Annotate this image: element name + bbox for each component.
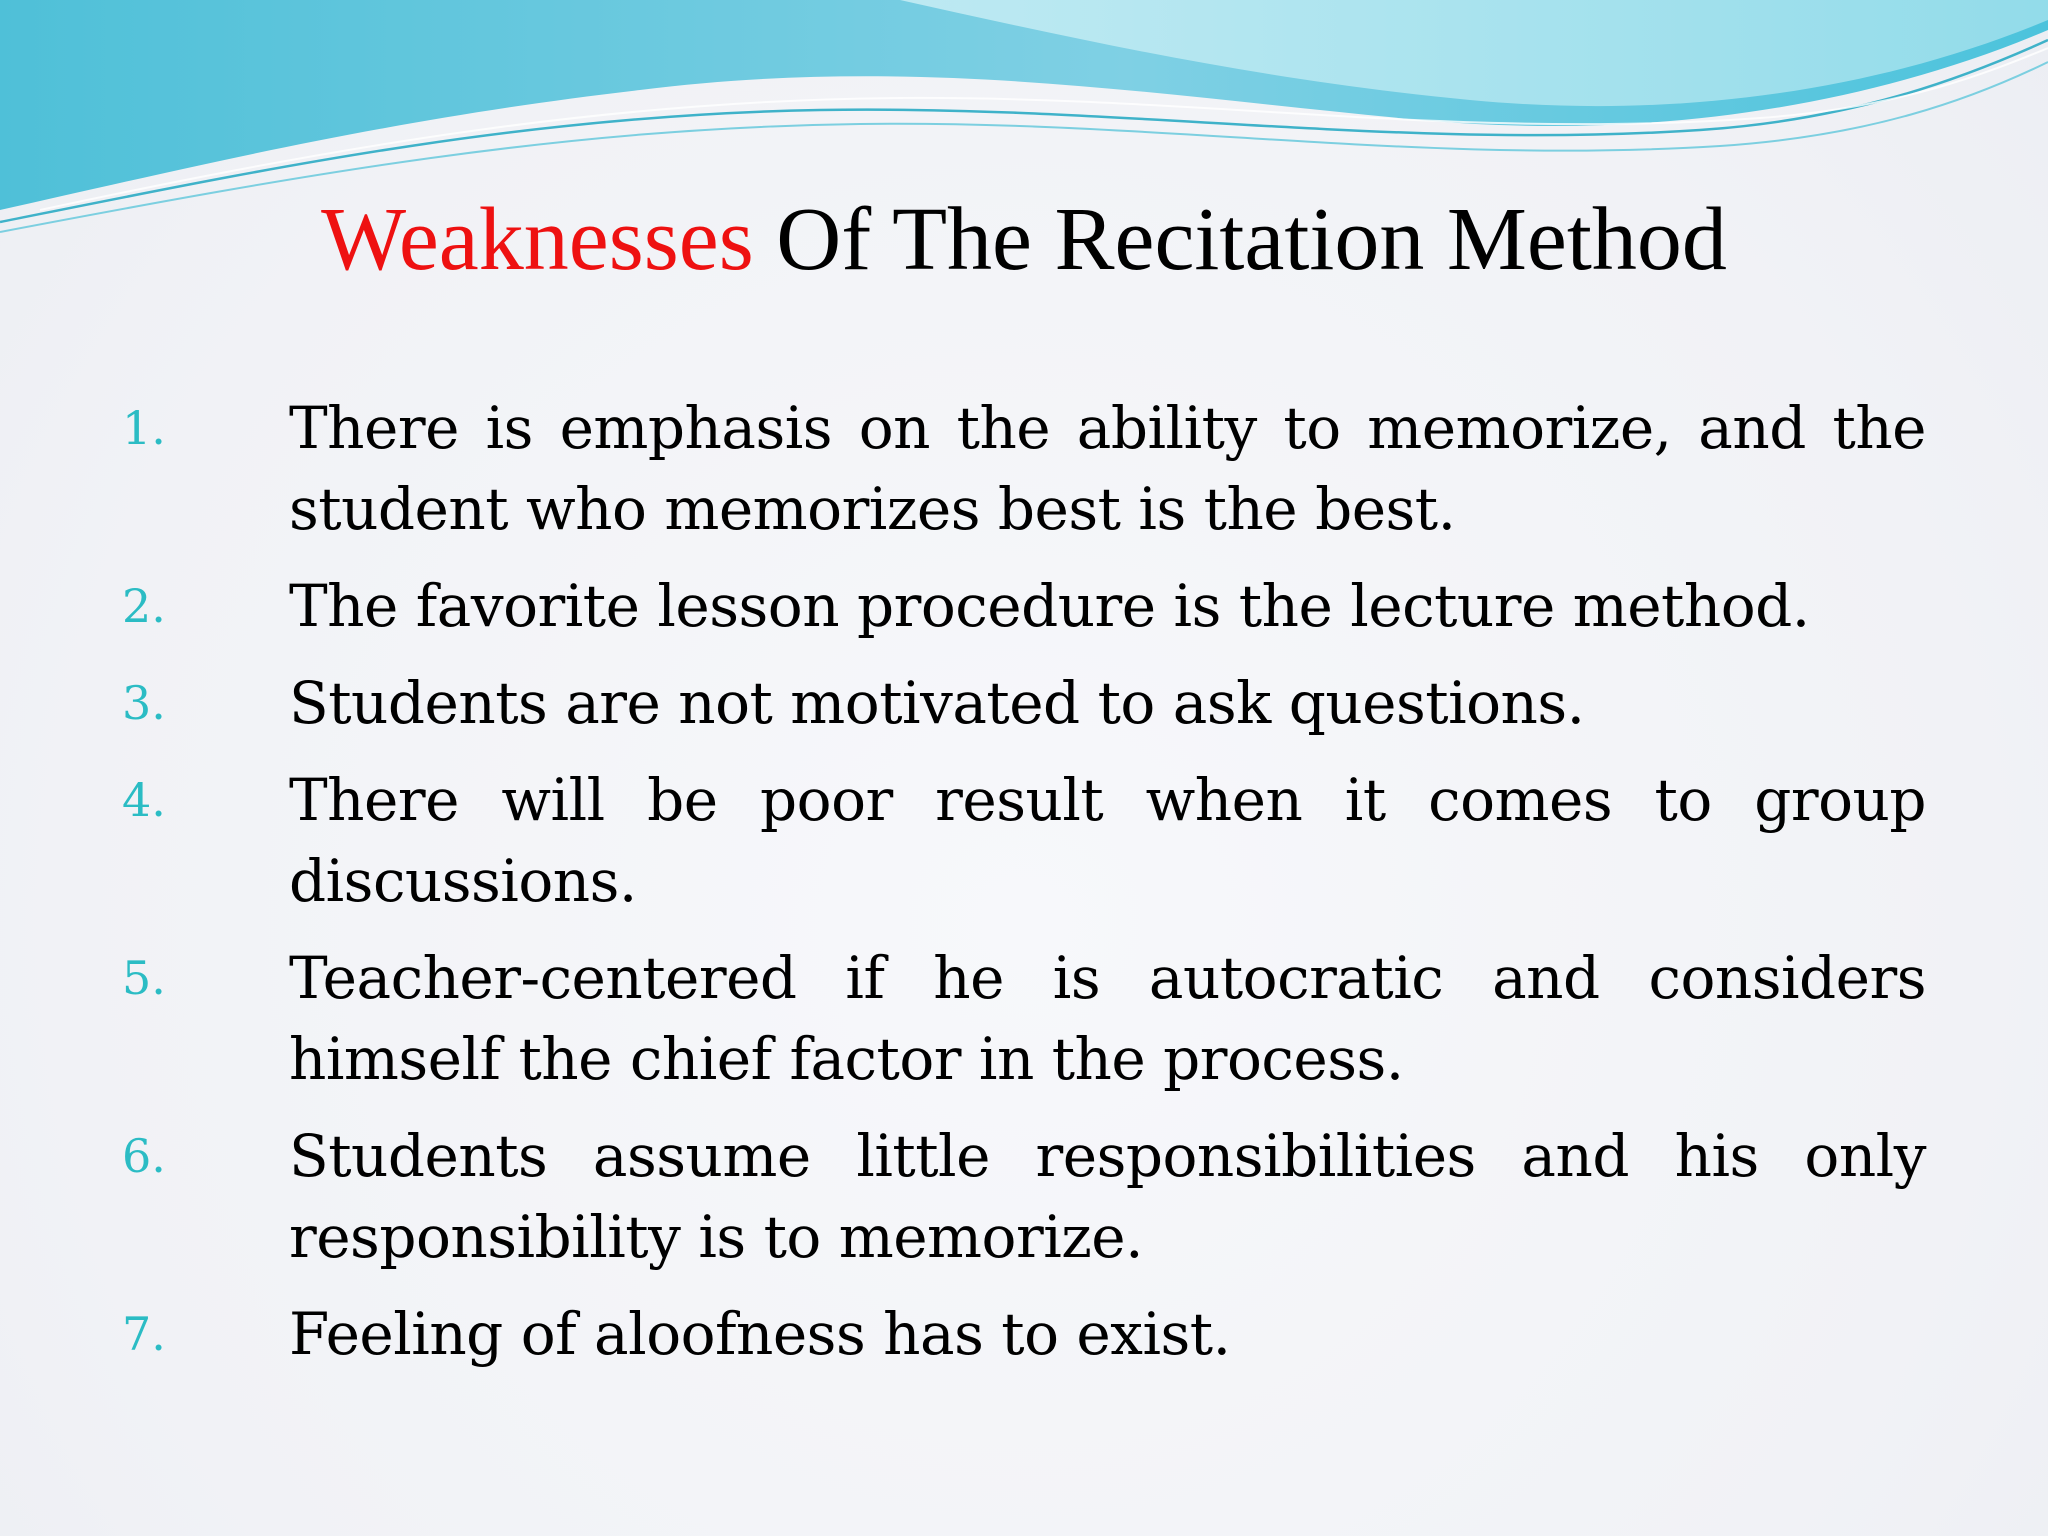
list-item [0, 1294, 2048, 1375]
item-number: 1. [122, 401, 166, 455]
item-text: There will be poor result when it comes to group discussions. [289, 766, 1926, 915]
item-number: 7. [122, 1307, 166, 1361]
weakness-list [0, 388, 2048, 1391]
list-item [0, 388, 2048, 550]
item-text: Students assume little responsibilities and his only responsibility is to memorize. [289, 1122, 1926, 1271]
item-text: Students are not motivated to ask questions. [289, 669, 1585, 737]
list-item [0, 938, 2048, 1100]
item-number: 4. [122, 773, 166, 827]
item-text: Teacher-centered if he is autocratic and considers himself the chief factor in the process. [289, 944, 1926, 1093]
item-text: There is emphasis on the ability to memorize, and the student who memorizes best is the best. [289, 394, 1926, 543]
list-item [0, 566, 2048, 647]
item-text: Feeling of aloofness has to exist. [289, 1300, 1231, 1368]
slide-title [0, 188, 2048, 292]
list-item [0, 1116, 2048, 1278]
item-number: 3. [122, 676, 166, 730]
item-number: 5. [122, 951, 166, 1005]
title-accent-word: Weaknesses [321, 190, 754, 289]
list-item [0, 760, 2048, 922]
list-item [0, 663, 2048, 744]
item-number: 6. [122, 1129, 166, 1183]
title-rest: Of The Recitation Method [753, 190, 1727, 289]
item-text: The favorite lesson procedure is the lecture method. [289, 572, 1810, 640]
item-number: 2. [122, 579, 166, 633]
